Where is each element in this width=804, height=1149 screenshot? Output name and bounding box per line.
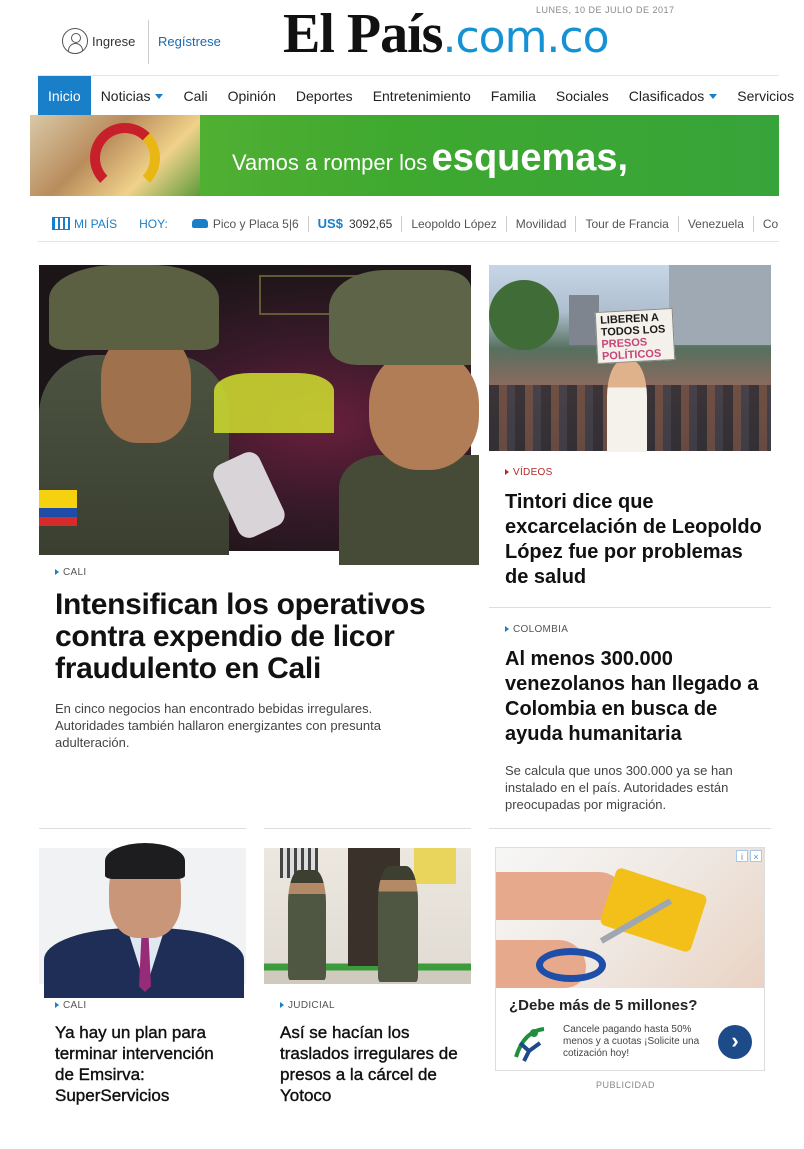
wall-poster — [414, 848, 456, 884]
hoy-label: HOY: — [139, 216, 168, 231]
ticker-divider — [401, 216, 402, 232]
nav-item-clasificados[interactable]: Clasificados — [619, 76, 727, 116]
ticker-divider — [753, 216, 754, 232]
building — [669, 265, 771, 345]
login-link[interactable] — [62, 28, 135, 54]
banner-text — [232, 137, 628, 180]
banner-text-small: Vamos a romper los — [232, 150, 428, 175]
publicidad-label: PUBLICIDAD — [596, 1080, 656, 1090]
caret-right-icon — [505, 626, 509, 632]
tree — [489, 280, 559, 350]
guard — [378, 866, 418, 982]
ad-badges — [736, 850, 762, 862]
banner-ad[interactable] — [30, 115, 779, 196]
sidebar-ad[interactable] — [495, 847, 765, 1071]
officer-body — [339, 455, 479, 565]
protester — [607, 360, 647, 452]
main-nav — [38, 75, 795, 115]
side-story-image[interactable] — [489, 265, 771, 451]
info-icon[interactable]: i — [736, 850, 748, 862]
site-header — [0, 0, 779, 74]
sign-line: PRESOS — [601, 336, 648, 351]
side-story-2-lead: Se calcula que unos 300.000 ya se han instalado en el país. Autoridades están preocupadas por migración. — [505, 763, 733, 812]
reflective-vest — [214, 373, 334, 433]
guard — [288, 870, 326, 980]
sign-line: TODOS LOS — [600, 323, 666, 339]
ticker-divider — [506, 216, 507, 232]
card-2-kicker[interactable]: JUDICIAL — [280, 1000, 335, 1011]
divider — [489, 607, 771, 608]
grid-icon — [52, 217, 70, 230]
ticker-divider — [308, 216, 309, 232]
ticker-divider — [575, 216, 576, 232]
nav-item-noticias[interactable]: Noticias — [91, 76, 174, 116]
login-label: Ingrese — [92, 33, 136, 49]
caret-right-icon — [280, 1002, 284, 1008]
side-story-2-kicker[interactable]: COLOMBIA — [505, 624, 568, 635]
nav-item-familia[interactable]: Familia — [490, 87, 536, 104]
main-story-headline[interactable]: Intensifican los operativos contra expendio de licor fraudulento en Cali — [55, 588, 426, 685]
officer-cap — [329, 270, 471, 365]
ad-title: ¿Debe más de 5 millones? — [509, 997, 698, 1014]
ticker-bar — [38, 206, 779, 242]
protest-sign — [595, 308, 676, 364]
ticker-link[interactable]: Tour de Francia — [585, 216, 669, 231]
chevron-right-icon[interactable]: › — [718, 1025, 752, 1059]
card-1-kicker[interactable]: CALI — [55, 1000, 86, 1011]
ticker-link[interactable]: Co — [762, 216, 779, 231]
chevron-down-icon — [155, 94, 163, 99]
caret-right-icon — [55, 569, 59, 575]
scissors-handle — [536, 948, 606, 982]
header-divider — [148, 20, 149, 64]
usd-rate: 3092,65 — [348, 216, 393, 231]
ticker-link[interactable]: Venezuela — [687, 216, 744, 231]
side-story-1-kicker[interactable]: VÍDEOS — [505, 467, 553, 478]
card-1-image[interactable] — [39, 848, 246, 984]
ticker-link[interactable]: Movilidad — [515, 216, 567, 231]
banner-text-big: esquemas, — [431, 137, 629, 179]
caret-right-icon — [505, 469, 509, 475]
ad-text: Cancele pagando hasta 50% menos y a cuotas ¡Solicite una cotización hoy! — [563, 1024, 700, 1059]
nav-item-opinion[interactable]: Opinión — [227, 87, 276, 104]
ad-image — [496, 848, 764, 988]
ticker-divider — [678, 216, 679, 232]
logo-domain: .com.co — [442, 12, 609, 63]
register-link[interactable]: Regístrese — [158, 34, 221, 49]
header-date: LUNES, 10 DE JULIO DE 2017 — [536, 5, 675, 15]
sign-line: POLÍTICOS — [601, 347, 662, 363]
banner-photo — [30, 115, 200, 196]
nav-item-cali[interactable]: Cali — [183, 87, 208, 104]
nav-item-inicio[interactable]: Inicio — [38, 76, 91, 116]
pico-placa-link[interactable]: Pico y Placa 5|6 — [212, 216, 299, 231]
usd-label: US$ — [317, 216, 343, 231]
divider — [489, 828, 771, 829]
man-hair — [105, 843, 185, 879]
nav-item-entretenimiento[interactable]: Entretenimiento — [372, 87, 471, 104]
nav-item-deportes[interactable]: Deportes — [295, 87, 353, 104]
mi-pais-label: MI PAÍS — [74, 216, 118, 231]
officer-cap — [49, 265, 219, 350]
logo-main: El País — [283, 3, 443, 65]
ticker-link[interactable]: Leopoldo López — [411, 216, 497, 231]
card-1-headline[interactable]: Ya hay un plan para terminar intervención de Emsirva: SuperServicios — [55, 1023, 214, 1105]
close-icon[interactable]: × — [750, 850, 762, 862]
divider — [39, 828, 246, 829]
advertiser-logo-icon — [510, 1023, 548, 1063]
sign-line: LIBEREN A — [599, 311, 660, 327]
main-story-image[interactable] — [39, 265, 471, 551]
officer-face — [369, 350, 479, 470]
side-story-1-headline[interactable]: Tintori dice que excarcelación de Leopoldo López fue por problemas de salud — [505, 491, 762, 588]
chevron-down-icon — [709, 94, 717, 99]
card-2-image[interactable] — [264, 848, 471, 984]
main-story-kicker[interactable]: CALI — [55, 567, 86, 578]
nav-item-sociales[interactable]: Sociales — [555, 87, 609, 104]
mi-pais-link[interactable] — [52, 217, 117, 231]
divider — [264, 828, 471, 829]
caret-right-icon — [55, 1002, 59, 1008]
colombia-flag-patch — [39, 490, 77, 526]
main-story-lead: En cinco negocios han encontrado bebidas irregulares. Autoridades también hallaron energizantes con presunta adulteración. — [55, 701, 381, 750]
nav-item-servicios[interactable]: Servicios — [737, 87, 795, 104]
side-story-2-headline[interactable]: Al menos 300.000 venezolanos han llegado a Colombia en busca de ayuda humanitaria — [505, 648, 759, 745]
ribbon-graphic — [90, 123, 160, 193]
card-2-headline[interactable]: Así se hacían los traslados irregulares de presos a la cárcel de Yotoco — [280, 1023, 458, 1105]
car-icon — [192, 219, 208, 228]
user-icon — [62, 28, 88, 54]
